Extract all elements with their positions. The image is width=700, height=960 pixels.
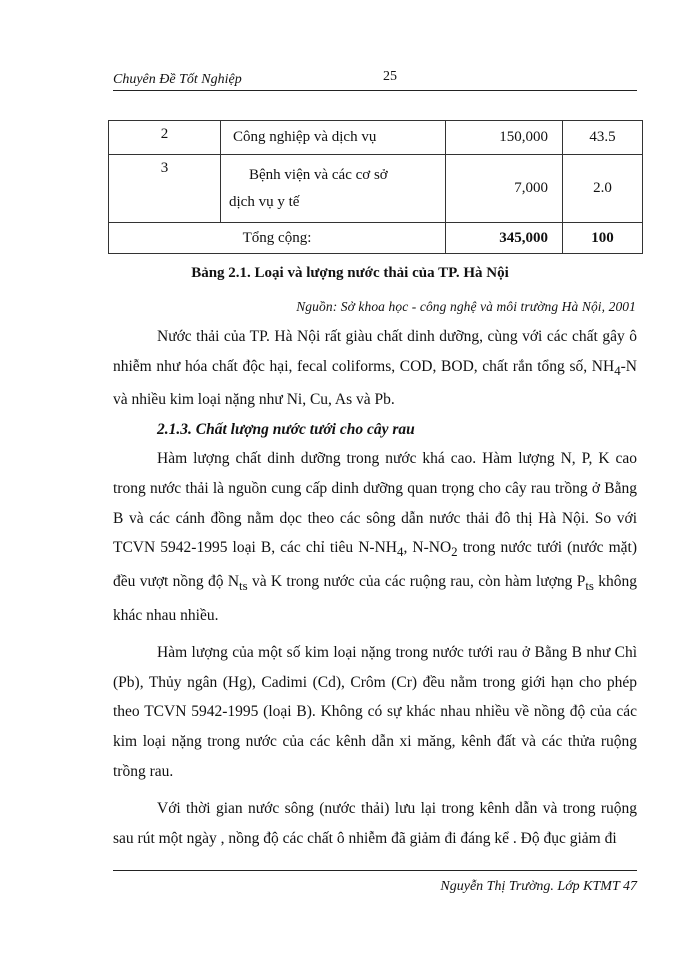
row-name [221, 155, 446, 223]
table-row [109, 121, 643, 155]
row-name-line1: Bệnh viện và các cơ sở [249, 166, 388, 183]
table-caption: Bảng 2.1. Loại và lượng nước thải của TP. Hà Nội [191, 265, 509, 281]
text-run: , N-NO [403, 539, 452, 557]
row-name-line2: dịch vụ y tế [229, 193, 300, 210]
total-percent: 100 [563, 223, 643, 254]
subscript: 2 [451, 544, 458, 560]
text-run: -N và nhiều kim loại nặng như Ni, Cu, As và Pb. [113, 357, 637, 409]
row-number: 2 [109, 121, 221, 155]
row-percent: 2.0 [563, 155, 643, 223]
text-run: Nước thải của TP. Hà Nội rất giàu chất dinh dưỡng, cùng với các chất gây ô nhiễm như hóa chất độc hại, fecal coliforms, COD, BOD, chất rắn tổng số, NH [113, 328, 637, 375]
text-run: Hàm lượng chất dinh dưỡng trong nước khá cao. Hàm lượng N, P, K cao trong nước thải là nguồn cung cấp dinh dưỡng quan trọng cho cây rau trồng ở Bằng B và các cánh đồng nằm dọc theo các sông dẫn nước thải đô thị Hà Nội. So với TCVN 5942-1995 loại B, các chỉ tiêu N-NH [113, 450, 637, 557]
wastewater-table [108, 120, 643, 254]
table-row [109, 155, 643, 223]
text-run: trong nước tưới (nước mặt) đều vượt nồng độ N [113, 539, 638, 590]
section-heading: 2.1.3. Chất lượng nước tưới cho cây rau [157, 420, 415, 438]
total-volume: 345,000 [446, 223, 563, 254]
subscript: 4 [614, 362, 621, 378]
page-header [113, 66, 637, 91]
paragraph-1 [113, 322, 637, 415]
row-volume: 7,000 [446, 155, 563, 223]
subscript: 4 [397, 544, 404, 560]
page-footer [113, 870, 637, 894]
paragraph-4: Với thời gian nước sông (nước thải) lưu lại trong kênh dẫn và trong ruộng sau rút một ngày , nồng độ các chất ô nhiễm đã giảm đi đáng kể . Độ đục giảm đi [113, 800, 637, 847]
page-number: 25 [383, 69, 397, 84]
paragraph-3: Hàm lượng của một số kim loại nặng trong nước tưới rau ở Bằng B như Chì (Pb), Thủy ngân (Hg), Cadimi (Cd), Crôm (Cr) đều nằm trong giới hạn cho phép theo TCVN 5942-1995 (loại B). Không có sự khác nhau nhiều về nồng độ của các kim loại nặng trong nước của các kênh dẫn xi măng, kênh đất và các thửa ruộng trồng rau. [113, 644, 637, 780]
row-name: Công nghiệp và dịch vụ [221, 121, 446, 155]
subscript: ts [585, 578, 594, 594]
row-percent: 43.5 [563, 121, 643, 155]
table-total-row [109, 223, 643, 254]
row-volume: 150,000 [446, 121, 563, 155]
subscript: ts [239, 578, 248, 594]
total-label: Tổng cộng: [109, 223, 446, 254]
text-run: và K trong nước của các ruộng rau, còn hàm lượng P [247, 572, 586, 590]
paragraph-2 [113, 444, 637, 630]
footer-author: Nguyễn Thị Trường. Lớp KTMT 47 [440, 879, 637, 894]
header-title: Chuyên Đề Tốt Nghiệp [113, 72, 242, 87]
row-number: 3 [109, 155, 221, 223]
text-run: không khác nhau nhiều. [113, 572, 637, 624]
body-text [113, 322, 637, 853]
table-source: Nguồn: Sở khoa học - công nghệ và môi trường Hà Nội, 2001 [296, 299, 636, 314]
